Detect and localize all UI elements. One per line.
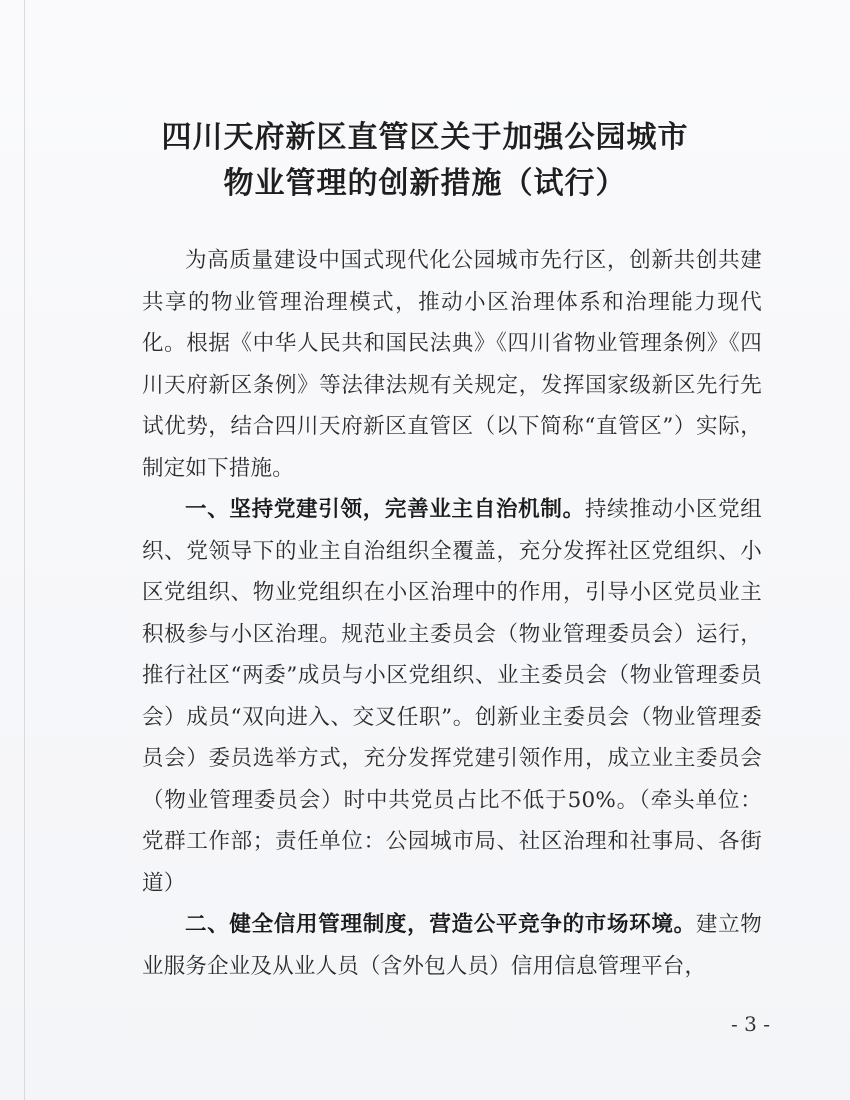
paragraph-text: 为高质量建设中国式现代化公园城市先行区，创新共创共建共享的物业管理治理模式，推动小区治理体系和治理能力现代化。根据《中华人民共和国民法典》《四川省物业管理条例》《四川天府新区条例》等法律法规有关规定，发挥国家级新区先行先试优势，结合四川天府新区直管区（以下简称“直管区”）实际，制定如下措施。	[142, 248, 762, 481]
paragraph-heading: 二、健全信用管理制度，营造公平竞争的市场环境。	[185, 912, 696, 937]
document-title-line-2: 物业管理的创新措施（试行）	[223, 166, 627, 201]
paragraph-text: 持续推动小区党组织、党领导下的业主自治组织全覆盖，充分发挥社区党组织、小区党组织、物业党组织在小区治理中的作用，引导小区党员业主积极参与小区治理。规范业主委员会（物业管理委员会）运行，推行社区“两委”成员与小区党组织、业主委员会（物业管理委员会）成员“双向进入、交叉任职”。创新业主委员会（物业管理委员会）委员选举方式，充分发挥党建引领作用，成立业主委员会（物业管理委员会）时中共党员占比不低于50%。（牵头单位：党群工作部；责任单位：公园城市局、社区治理和社事局、各街道）	[142, 497, 762, 896]
paragraph-heading: 一、坚持党建引领，完善业主自治机制。	[185, 497, 585, 522]
paragraph-section-1	[142, 489, 762, 904]
paragraph-text: 建立物业服务企业及从业人员（含外包人员）信用信息管理平台，	[142, 912, 762, 979]
page-number: - 3 -	[731, 1012, 770, 1036]
document-body	[142, 240, 762, 987]
paragraph-section-2	[142, 904, 762, 987]
paragraph-intro	[142, 240, 762, 489]
document-title-line-1: 四川天府新区直管区关于加强公园城市	[161, 120, 689, 155]
